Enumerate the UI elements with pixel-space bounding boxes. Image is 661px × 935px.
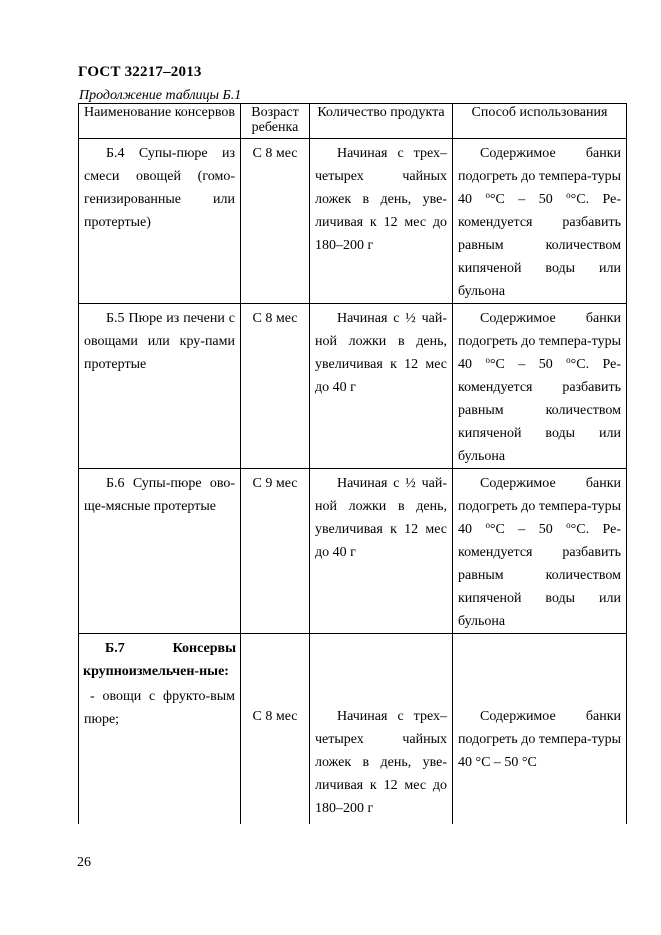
page-number: 26 [77,855,91,870]
child-age: С 8 мес [252,146,298,161]
table-row [79,139,627,304]
product-quantity: Начиная с трех–четырех чайных ложек в день, уве-личивая к 12 мес до 180–200 г [315,709,447,816]
product-group-title: Б.7 Консервы крупноизмельчен-ные: [83,641,236,679]
product-name: - овощи с фрукто-вым пюре; [84,689,235,727]
table-row [79,304,627,469]
table-row [79,634,627,824]
column-header-quantity: Количество продукта [310,104,453,139]
document-code: ГОСТ 32217–2013 [78,64,202,80]
product-name: Б.4 Супы-пюре из смеси овощей (гомо-генизированные или протертые) [84,146,235,230]
usage-method: Содержимое банки подогреть до темпера-туры 40 $^o$°С – 50 $^o$°С. Ре-комендуется разбавить равным количеством кипяченой воды или бульона [458,146,622,299]
product-name: Б.6 Супы-пюре ово-ще-мясные протертые [84,476,235,514]
column-header-usage: Способ использования [453,104,627,139]
product-quantity: Начиная с ½ чай-ной ложки в день, увеличивая к 12 мес до 40 г [315,311,447,395]
column-header-name: Наименование консервов [79,104,241,139]
child-age: С 9 мес [252,476,298,491]
usage-method: Содержимое банки подогреть до темпера-туры 40 $^o$°С – 50 $^o$°С. Ре-комендуется разбавить равным количеством кипяченой воды или бульона [458,311,622,464]
usage-method: Содержимое банки подогреть до темпера-туры 40 $^o$°С – 50 $^o$°С. Ре-комендуется разбавить равным количеством кипяченой воды или бульона [458,476,622,629]
table-row [79,469,627,634]
column-header-age: Возраст ребенка [241,104,310,139]
table-header-row [79,104,627,139]
product-quantity: Начиная с ½ чай-ной ложки в день, увеличивая к 12 мес до 40 г [315,476,447,560]
canned-food-table [78,103,627,824]
child-age: С 8 мес [252,311,298,326]
table-continuation-caption: Продолжение таблицы Б.1 [79,88,242,103]
product-quantity: Начиная с трех–четырех чайных ложек в день, уве-личивая к 12 мес до 180–200 г [315,146,447,253]
usage-method: Содержимое банки подогреть до темпера-туры 40 °С – 50 °С [458,709,621,770]
product-name: Б.5 Пюре из печени с овощами или кру-пами протертые [84,311,235,372]
child-age: С 8 мес [252,709,298,724]
